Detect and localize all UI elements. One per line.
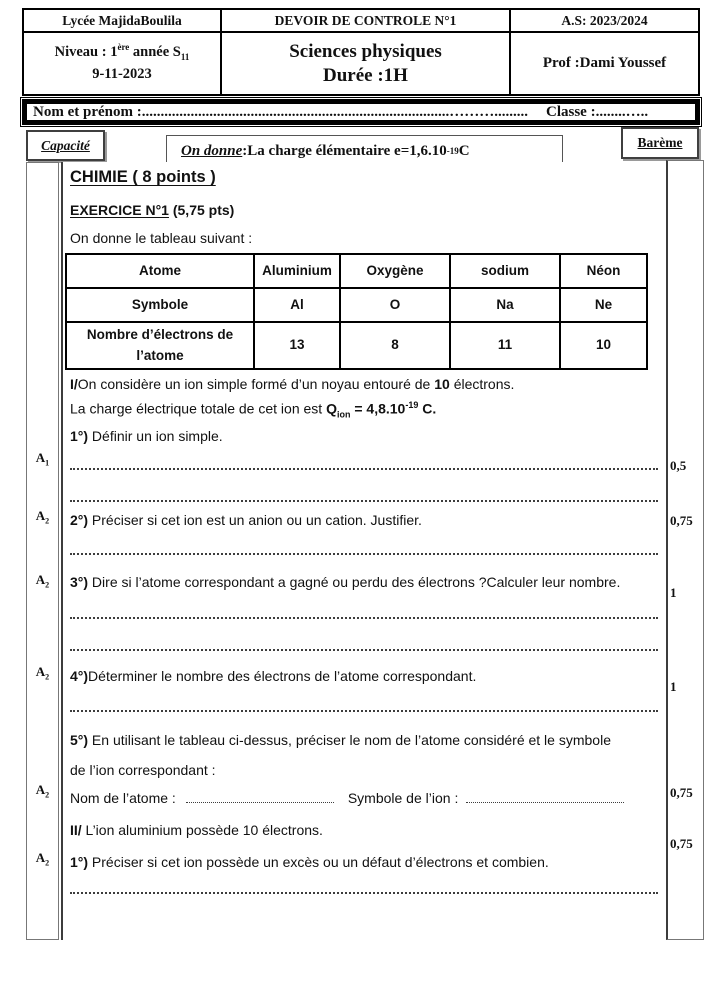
- part1-intro-line1: I/On considère un ion simple formé d’un noyau entouré de 10 électrons.: [70, 376, 515, 392]
- teacher-name: Prof :Dami Youssef: [542, 55, 667, 71]
- header-teacher-cell: [511, 33, 698, 94]
- subject-title: Sciences physiques: [289, 40, 442, 62]
- header-school-cell: [24, 10, 222, 33]
- exam-duration: Durée :1H: [323, 64, 408, 86]
- mark-q1: 0,5: [670, 458, 687, 473]
- answer-line: [70, 617, 658, 619]
- table-cell: 8: [341, 323, 451, 368]
- capacity-label-a2-q4: $A_2$: [35, 664, 50, 682]
- mark-p2q1: 0,75: [670, 836, 693, 851]
- table-cell: Ne: [561, 289, 646, 323]
- exam-date: 9-11-2023: [92, 66, 152, 83]
- name-label: Nom et prénom :: [33, 103, 142, 120]
- table-cell: Na: [451, 289, 561, 323]
- part1-intro-line2: La charge électrique totale de cet ion est $Q_{ion} = 4,8.10^{-19}$ C.: [70, 400, 437, 420]
- capacity-label-a2-q5: $A_2$: [35, 782, 50, 800]
- section-title-chimie: CHIMIE ( 8 points ): [70, 168, 216, 186]
- exercise-points: (5,75 pts): [168, 202, 235, 218]
- exam-title: DEVOIR DE CONTROLE N°1: [274, 12, 457, 28]
- table-cell: sodium: [451, 255, 561, 289]
- header-title-cell: [222, 10, 511, 33]
- mark-q5: 0,75: [670, 785, 693, 800]
- table-cell: 13: [255, 323, 341, 368]
- header-table: [22, 8, 700, 96]
- question-3: 3°) Dire si l’atome correspondant a gagné ou perdu des électrons ?Calculer leur nombre.: [70, 574, 621, 590]
- table-cell: O: [341, 289, 451, 323]
- mark-q4: 1: [670, 679, 677, 694]
- question-5-line1: 5°) En utilisant le tableau ci-dessus, préciser le nom de l’atome considéré et le symbole: [70, 732, 611, 748]
- bareme-box: [621, 127, 699, 159]
- given-unit: C: [458, 142, 470, 159]
- bareme-label: Barème: [637, 135, 683, 150]
- table-cell: Atome: [67, 255, 255, 289]
- table-intro: On donne le tableau suivant :: [70, 230, 253, 246]
- table-cell: 11: [451, 323, 561, 368]
- answer-line: [70, 500, 658, 502]
- school-year: A.S: 2023/2024: [561, 12, 648, 28]
- table-cell: Nombre d’électrons de l’atome: [67, 323, 255, 368]
- question-2: 2°) Préciser si cet ion est un anion ou un cation. Justifier.: [70, 512, 422, 528]
- capacity-label: Capacité: [41, 137, 90, 153]
- class-dots: ........…..: [595, 103, 649, 120]
- capacity-label-a1: $A_1$: [35, 450, 50, 468]
- capacity-label-a2-q3: $A_2$: [35, 572, 50, 590]
- header-level-cell: [24, 33, 222, 94]
- mark-q3: 1: [670, 585, 677, 600]
- exercise-number: EXERCICE N°1: [70, 202, 169, 218]
- table-cell: Néon: [561, 255, 646, 289]
- answer-line: [70, 710, 658, 712]
- capacity-label-a2-q2: $A_2$: [35, 508, 50, 526]
- given-label: On donne: [181, 142, 243, 159]
- answer-line: [70, 553, 658, 555]
- part2-intro: II/ L’ion aluminium possède 10 électrons.: [70, 822, 323, 838]
- bareme-column: [666, 160, 704, 940]
- answer-line: [70, 892, 658, 894]
- table-cell: Symbole: [67, 289, 255, 323]
- given-exponent: -19: [446, 146, 459, 156]
- exercise-heading: [70, 202, 234, 218]
- name-class-bar: [22, 99, 700, 125]
- question-5-answer-row: [70, 790, 624, 806]
- question-1: 1°) Définir un ion simple.: [70, 428, 223, 444]
- ion-symbol-label: Symbole de l’ion :: [347, 790, 459, 806]
- name-dots: ..................................................................................……….........: [141, 103, 528, 120]
- atom-name-label: Nom de l’atome :: [70, 790, 176, 806]
- atom-name-blank: [186, 792, 334, 803]
- table-cell: Oxygène: [341, 255, 451, 289]
- capacity-box: [26, 130, 105, 161]
- school-name: Lycée MajidaBoulila: [62, 12, 182, 28]
- answer-line: [70, 649, 658, 651]
- ion-symbol-blank: [466, 792, 624, 803]
- atoms-table: [65, 253, 648, 370]
- capacity-column: [26, 162, 59, 940]
- question-5-line2: de l’ion correspondant :: [70, 762, 216, 778]
- table-cell: 10: [595, 337, 612, 353]
- table-cell: Al: [255, 289, 341, 323]
- class-label: Classe :: [545, 103, 596, 120]
- answer-line: [70, 468, 658, 470]
- given-text: La charge élémentaire e=1,6.10: [247, 142, 447, 159]
- question-4: 4°)Déterminer le nombre des électrons de l’atome correspondant.: [70, 668, 477, 684]
- mark-q2: 0,75: [670, 513, 693, 528]
- header-subject-cell: [222, 33, 511, 94]
- capacity-label-a2-p2q1: $A_2$: [35, 850, 50, 868]
- part2-question-1: 1°) Préciser si cet ion possède un excès ou un défaut d’électrons et combien.: [70, 854, 549, 870]
- header-year-cell: [511, 10, 698, 33]
- exam-content: [61, 162, 666, 940]
- level-line: Niveau : 1ère année $S_{11}$: [54, 42, 190, 62]
- table-cell: Aluminium: [255, 255, 341, 289]
- given-colon: :: [242, 142, 248, 159]
